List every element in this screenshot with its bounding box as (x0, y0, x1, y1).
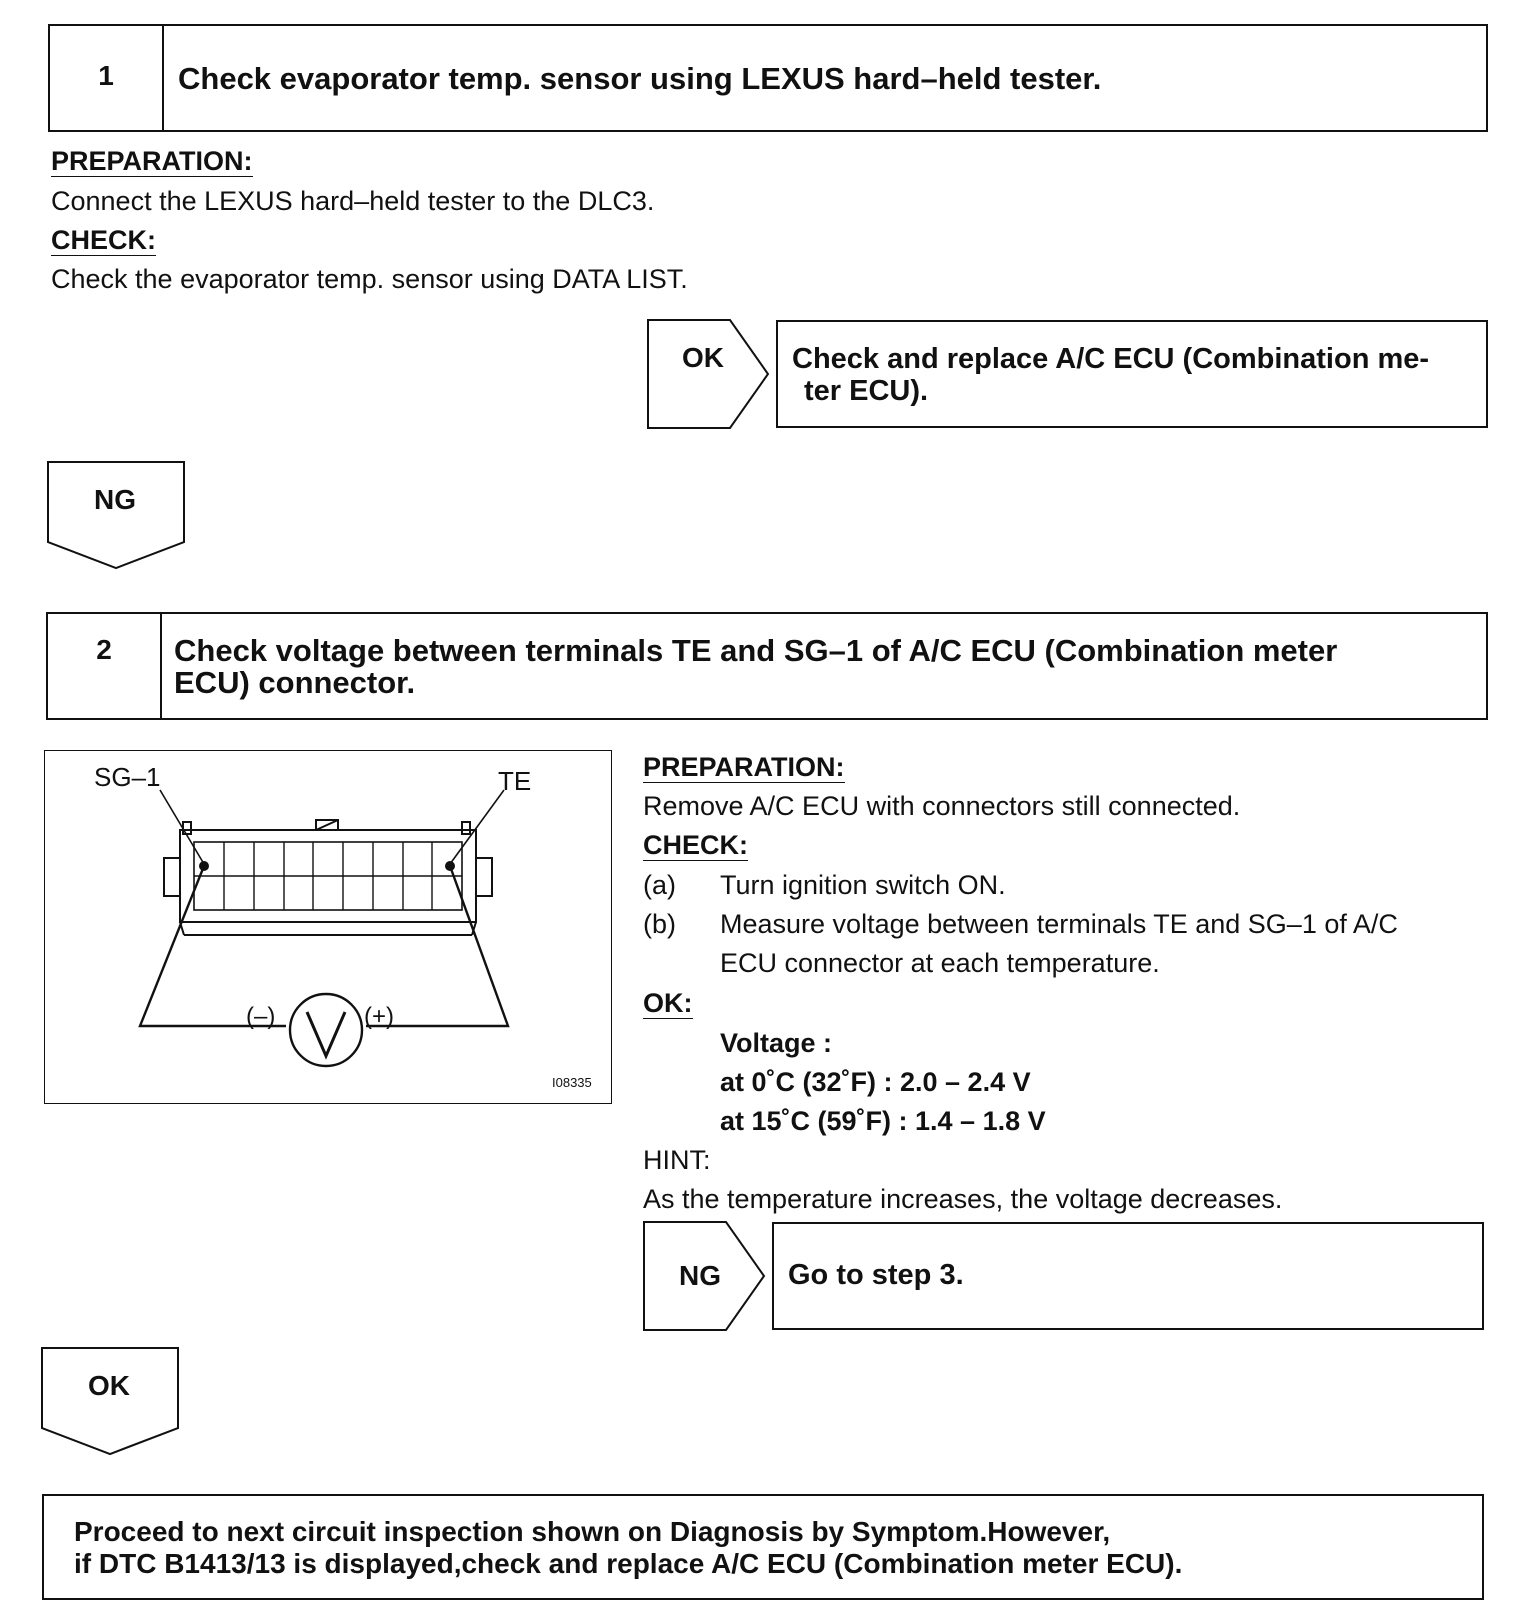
step1-ok-result-line2: ter ECU). (804, 375, 929, 407)
step1-preparation-text: Connect the LEXUS hard–held tester to the DLC3. (51, 186, 655, 216)
final-instruction-box (42, 1494, 1484, 1600)
step2-check-marker-b: (b) (643, 909, 676, 939)
step1-check-text: Check the evaporator temp. sensor using DATA LIST. (51, 264, 688, 294)
final-instruction-line1: Proceed to next circuit inspection shown on Diagnosis by Symptom.However, (74, 1516, 1111, 1547)
step2-hint-text: As the temperature increases, the voltage decreases. (643, 1184, 1283, 1214)
step1-ok-result-line1: Check and replace A/C ECU (Combination me- (792, 343, 1430, 375)
step2-ok-spec-title: Voltage : (720, 1028, 833, 1058)
step2-check-heading: CHECK: (643, 830, 748, 860)
step2-ng-label: NG (679, 1260, 721, 1291)
step2-check-item-b-line1: Measure voltage between terminals TE and SG–1 of A/C (720, 909, 1398, 939)
step2-preparation-heading: PREPARATION: (643, 752, 845, 782)
step2-title-line1: Check voltage between terminals TE and SG–1 of A/C ECU (Combination meter (174, 633, 1338, 668)
step2-check-item-b-line2: ECU connector at each temperature. (720, 948, 1160, 978)
step2-preparation-text: Remove A/C ECU with connectors still connected. (643, 791, 1241, 821)
step2-check-marker-a: (a) (643, 870, 676, 900)
diagram-figure-id: I08335 (552, 1075, 592, 1090)
step2-ok-label: OK (88, 1370, 130, 1401)
step1-check-heading: CHECK: (51, 225, 156, 255)
diagram-label-te: TE (498, 766, 532, 796)
step1-title: Check evaporator temp. sensor using LEXUS hard–held tester. (178, 61, 1102, 96)
step1-ok-label: OK (682, 342, 724, 373)
step2-ok-spec-line1: at 0˚C (32˚F) : 2.0 – 2.4 V (720, 1067, 1031, 1097)
step1-ng-label: NG (94, 484, 136, 515)
diagram-label-minus: (–) (246, 1003, 276, 1030)
step2-title-line2: ECU) connector. (174, 665, 416, 700)
diagram-label-plus: (+) (364, 1003, 394, 1030)
step1-number: 1 (98, 60, 114, 91)
step2-ok-spec-line2: at 15˚C (59˚F) : 1.4 – 1.8 V (720, 1106, 1046, 1136)
step2-hint-heading: HINT: (643, 1145, 711, 1175)
diagram-label-sg1: SG–1 (94, 762, 161, 792)
step2-number: 2 (96, 634, 112, 665)
step1-preparation-heading: PREPARATION: (51, 146, 253, 176)
final-instruction-line2: if DTC B1413/13 is displayed,check and replace A/C ECU (Combination meter ECU). (74, 1548, 1183, 1579)
step2-ok-heading: OK: (643, 988, 693, 1018)
step2-ng-result: Go to step 3. (788, 1259, 964, 1291)
step2-check-item-a: Turn ignition switch ON. (720, 870, 1006, 900)
